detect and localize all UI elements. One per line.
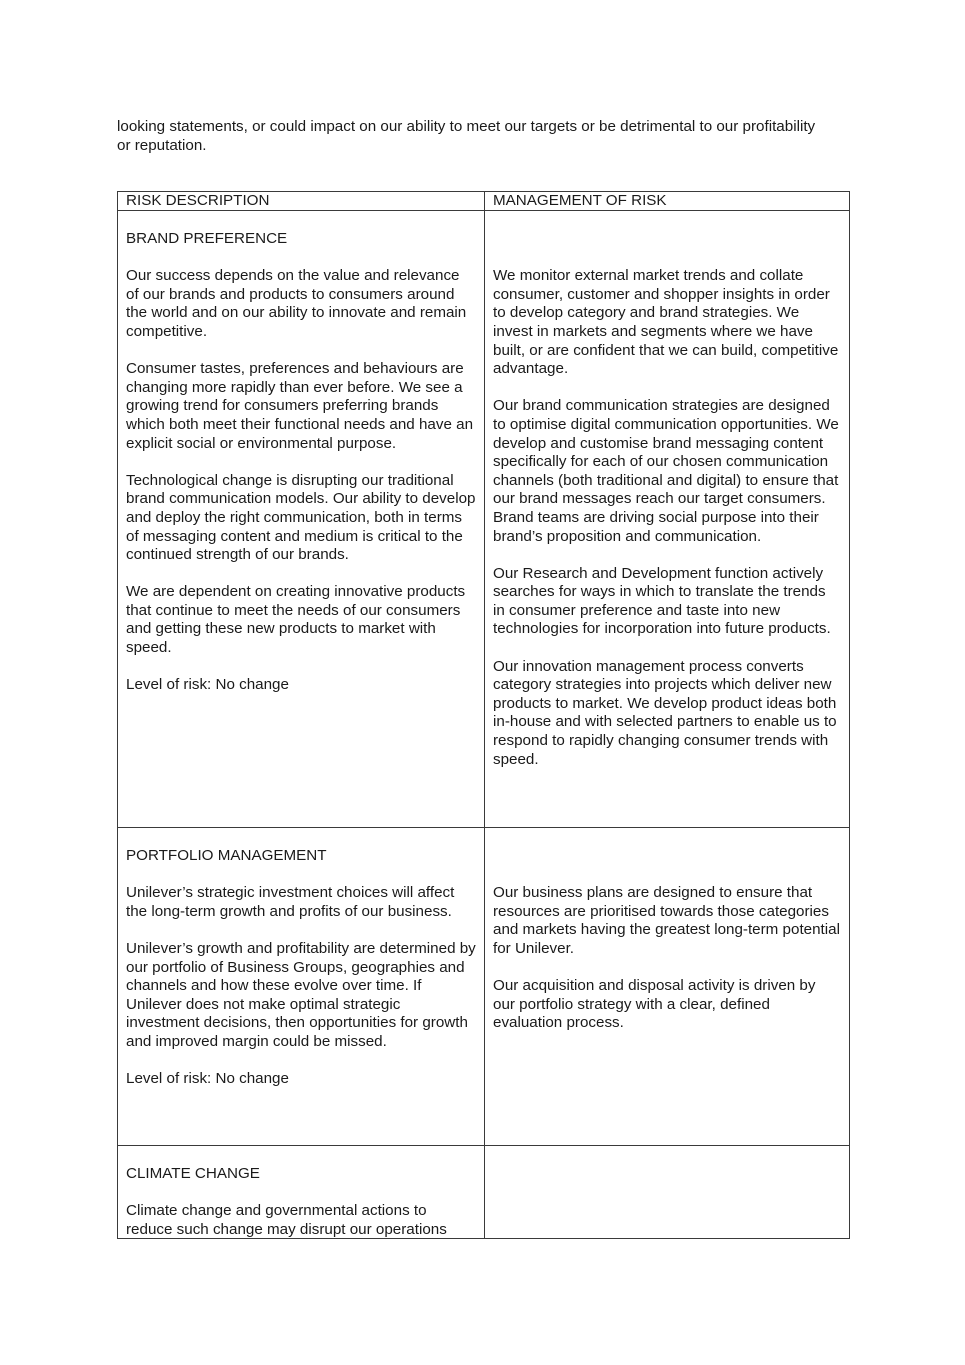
risk-level: Level of risk: No change: [126, 1070, 289, 1088]
risk-title: CLIMATE CHANGE: [126, 1165, 260, 1182]
management-paragraph: We monitor external market trends and collate consumer, customer and shopper insights in order to develop category and brand strategies. We invest in markets and segments where we have built, or are confident that we can build, competitive advantage.: [493, 267, 839, 378]
table-header-row: [118, 192, 850, 211]
risk-description-cell: [118, 828, 485, 1146]
risk-description-cell: [118, 211, 485, 828]
risk-level: Level of risk: No change: [126, 676, 289, 694]
risk-title: BRAND PREFERENCE: [126, 230, 288, 247]
risk-paragraph: Unilever’s strategic investment choices will affect the long-term growth and profits of our business.: [126, 884, 455, 920]
management-paragraph: Our acquisition and disposal activity is driven by our portfolio strategy with a clear, defined evaluation process.: [493, 977, 816, 1032]
table-row: [118, 211, 850, 828]
management-cell: [485, 828, 850, 1146]
risk-description-cell: [118, 1146, 485, 1239]
risk-paragraph: Technological change is disrupting our traditional brand communication models. Our ability to develop and deploy the right communication, both in terms of messaging content and medium is critical to the continued strength of our brands.: [126, 471, 476, 564]
table-row: [118, 828, 850, 1146]
risk-paragraph: Our success depends on the value and relevance of our brands and products to consumers around the world and on our ability to innovate and remain competitive.: [126, 267, 467, 340]
risk-paragraph: Climate change and governmental actions to reduce such change may disrupt our operations: [126, 1202, 447, 1238]
management-cell: [485, 211, 850, 828]
management-paragraph: Our Research and Development function actively searches for ways in which to translate the trends in consumer preference and taste into new technologies for incorporation into future products.: [493, 564, 831, 638]
risk-paragraph: We are dependent on creating innovative products that continue to meet the needs of our consumers and getting these new products to market with speed.: [126, 583, 466, 657]
risk-paragraph: Unilever’s growth and profitability are determined by our portfolio of Business Groups, geographies and channels and how these evolve over time. If Unilever does not make optimal strategic investment decisions, then opportunities for growth and improved margin could be missed.: [126, 939, 476, 1050]
intro-paragraph: looking statements, or could impact on our ability to meet our targets or be detrimental to our profitability or reputation.: [117, 118, 816, 154]
management-paragraph: Our innovation management process converts category strategies into projects which deliver new products to market. We develop product ideas both in-house and with selected partners to enable us to respond to rapidly changing consumer trends with speed.: [493, 657, 837, 768]
header-risk-description: RISK DESCRIPTION: [118, 192, 485, 211]
management-paragraph: Our brand communication strategies are designed to optimise digital communication opportunities. We develop and customise brand messaging content specifically for each of our chosen communication channels (both traditional and digital) to ensure that our brand messages reach our target consumers. Brand teams are driving social purpose into their brand’s proposition and communication.: [493, 397, 839, 545]
risk-title: PORTFOLIO MANAGEMENT: [126, 847, 327, 864]
header-management-of-risk: MANAGEMENT OF RISK: [485, 192, 850, 211]
management-paragraph: Our business plans are designed to ensure that resources are prioritised towards those categories and markets having the greatest long-term potential for Unilever.: [493, 884, 840, 957]
risk-paragraph: Consumer tastes, preferences and behaviours are changing more rapidly than ever before. We see a growing trend for consumers preferring brands which both meet their functional needs and have an explicit social or environmental purpose.: [126, 360, 474, 452]
management-cell: [485, 1146, 850, 1239]
risk-table: [117, 191, 850, 1239]
table-row: [118, 1146, 850, 1239]
